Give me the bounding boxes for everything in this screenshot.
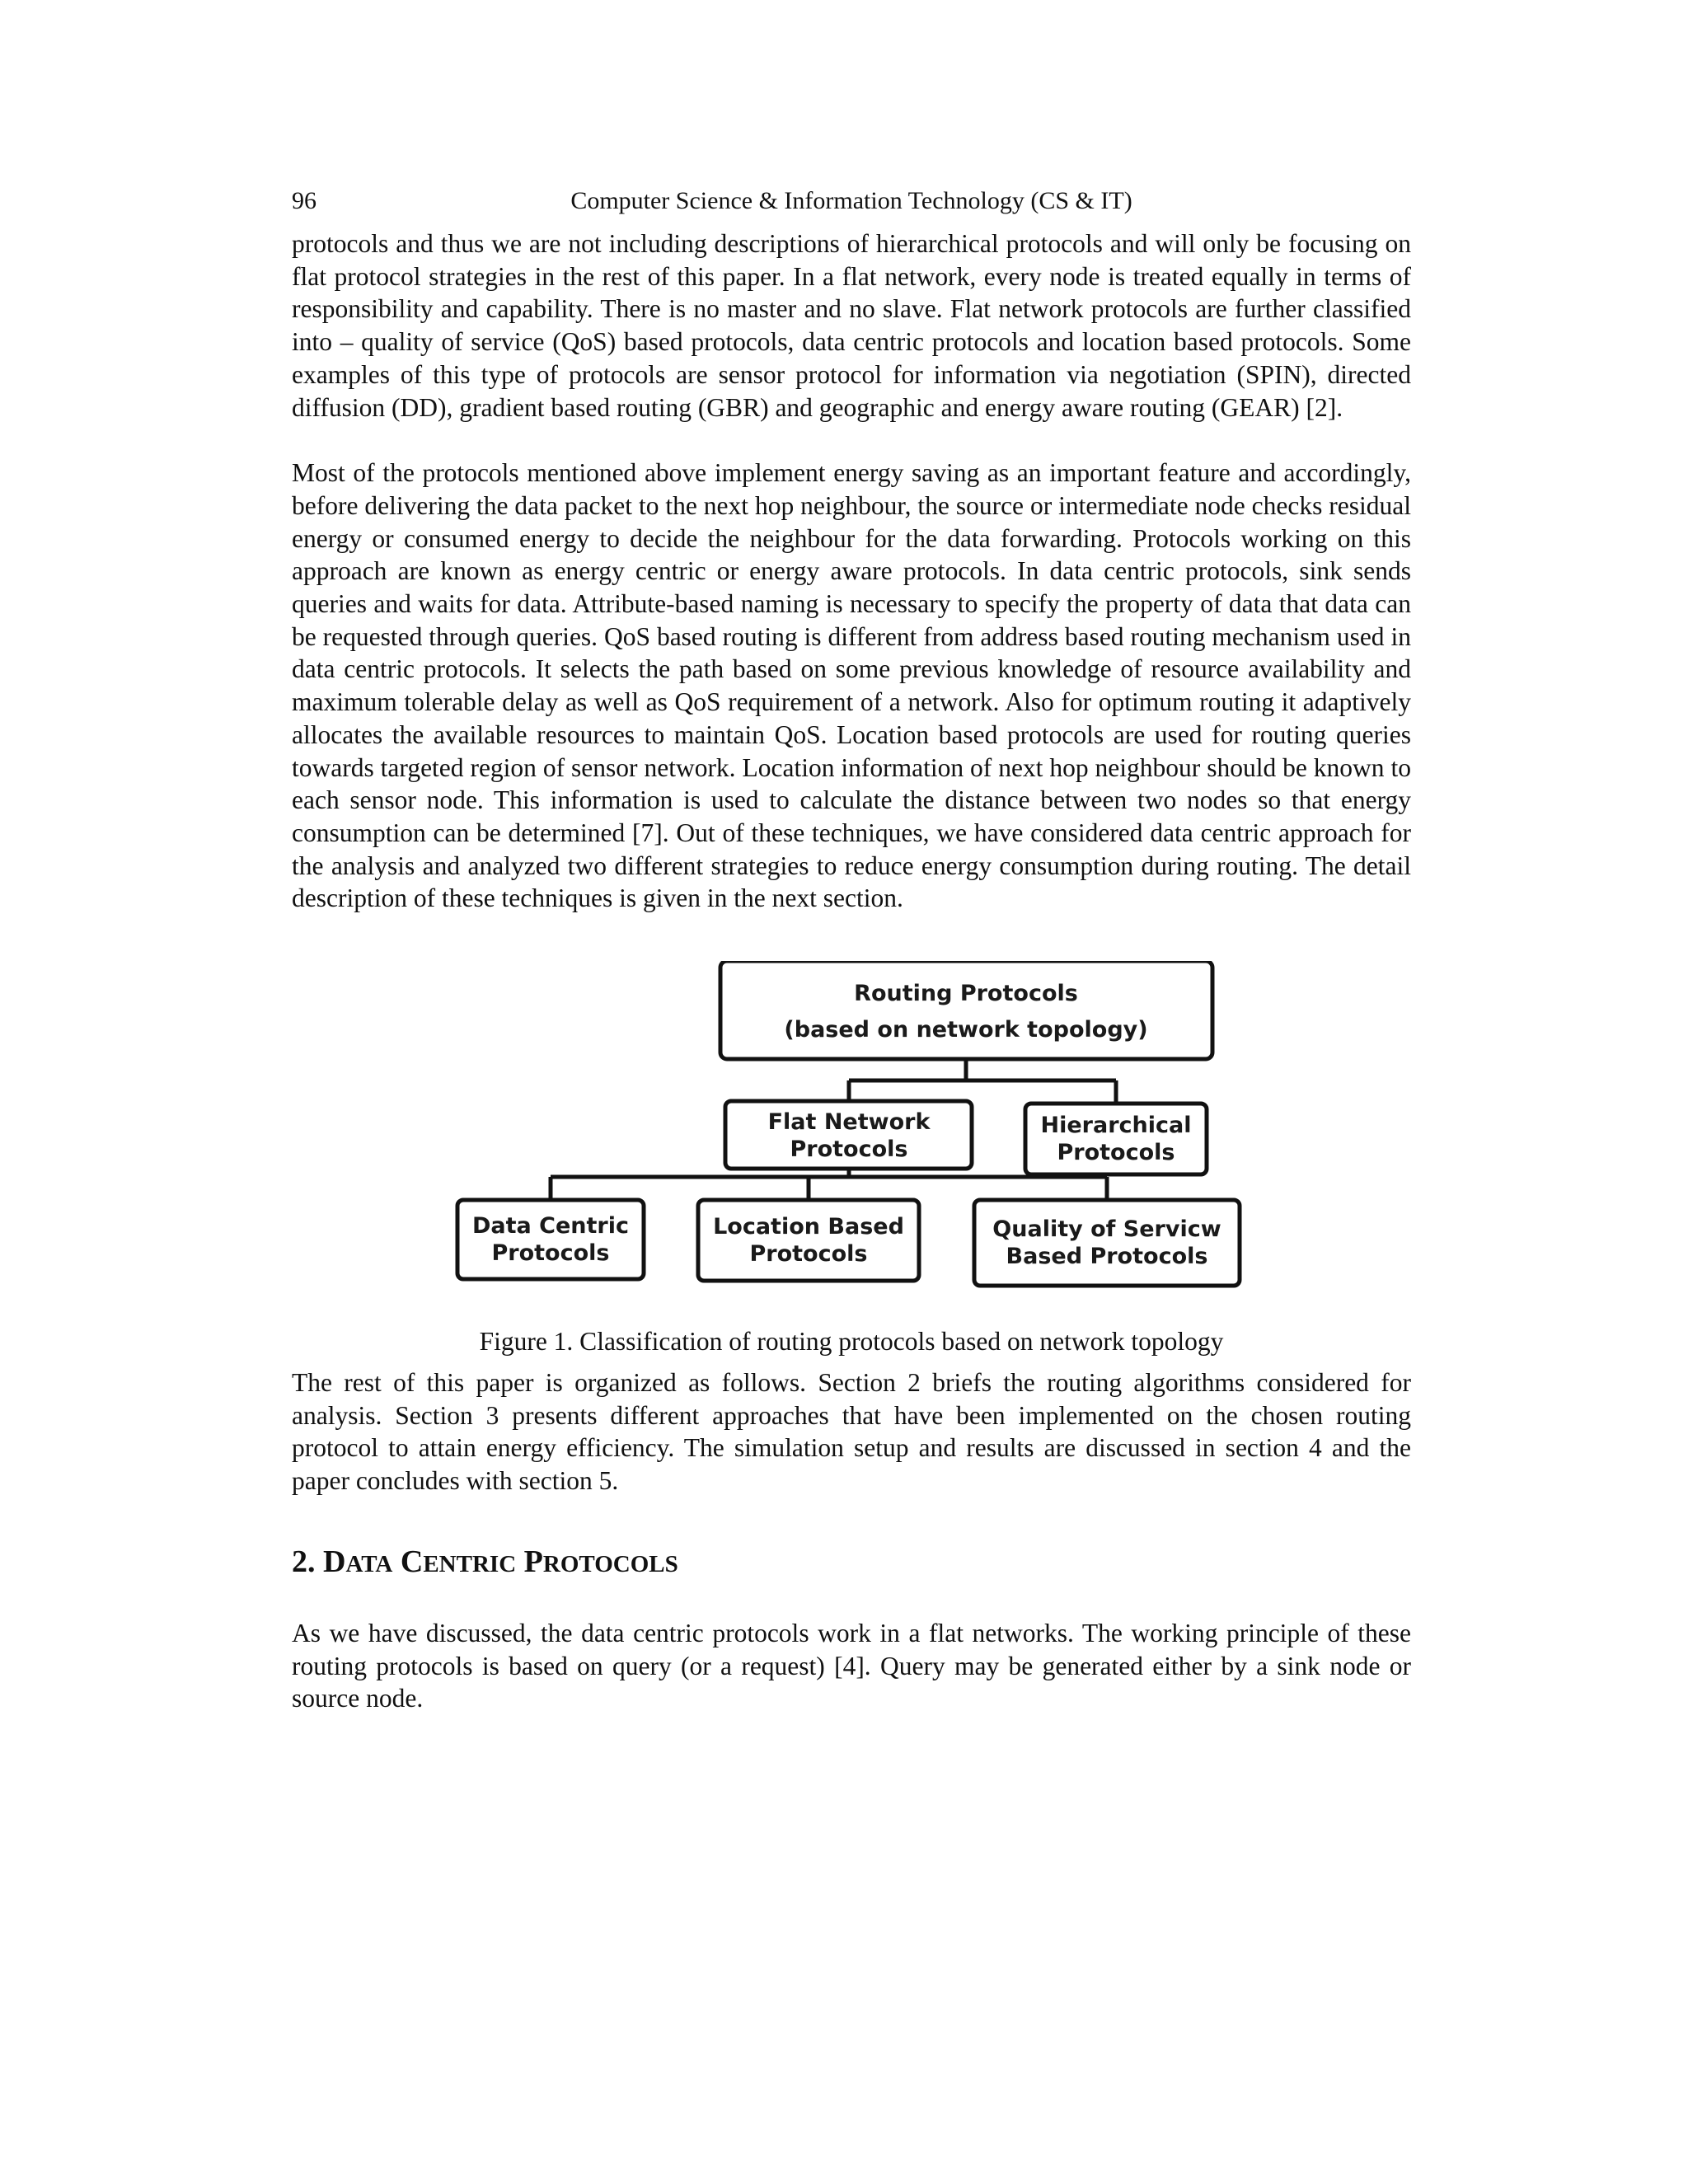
node-location-based-line1: Location Based bbox=[713, 1214, 904, 1240]
page bbox=[292, 185, 1411, 1715]
node-routing-protocols-box bbox=[720, 961, 1212, 1059]
node-location-based bbox=[698, 1200, 919, 1281]
figure-1 bbox=[292, 961, 1411, 1366]
section-heading bbox=[292, 1542, 1411, 1584]
node-location-based-box bbox=[698, 1200, 919, 1281]
node-routing-protocols-line1: Routing Protocols bbox=[854, 981, 1078, 1007]
node-routing-protocols-line2: (based on network topology) bbox=[784, 1017, 1148, 1043]
node-quality-of-service-line2: Based Protocols bbox=[1006, 1244, 1208, 1270]
node-hierarchical-line1: Hierarchical bbox=[1040, 1113, 1192, 1139]
node-flat-network bbox=[725, 1101, 972, 1169]
node-flat-network-line1: Flat Network bbox=[767, 1109, 931, 1136]
page-number: 96 bbox=[292, 187, 316, 214]
node-data-centric bbox=[457, 1200, 644, 1279]
paragraph-energy-aware: Most of the protocols mentioned above implement energy saving as an important feature and accordingly, before delivering the data packet to the next hop neighbour, the source or intermediate node checks residual energy or consumed energy to decide the neighbour for the data forwarding. Protocols working on this approach are known as energy centric or energy aware protocols. In data centric protocols, sink sends queries and waits for data. Attribute-based naming is necessary to specify the property of data that data can be requested through queries. QoS based routing is different from address based routing mechanism used in data centric protocols. It selects the path based on some previous knowledge of resource availability and maximum tolerable delay as well as QoS requirement of a network. Also for optimum routing it adaptively allocates the available resources to maintain QoS. Location based protocols are used for routing queries towards targeted region of sensor network. Location information of next hop neighbour should be known to each sensor node. This information is used to calculate the distance between two nodes so that energy consumption can be determined [7]. Out of these techniques, we have considered data centric approach for the analysis and analyzed two different strategies to reduce energy consumption during routing. The detail description of these techniques is given in the next section. bbox=[292, 458, 1411, 913]
routing-protocol-tree-diagram bbox=[292, 961, 1411, 1324]
section-title-rest-3: ROTOCOLS bbox=[542, 1550, 678, 1577]
node-location-based-line2: Protocols bbox=[749, 1241, 868, 1268]
node-data-centric-line2: Protocols bbox=[491, 1240, 610, 1267]
journal-title: Computer Science & Information Technology (CS & IT) bbox=[570, 187, 1132, 214]
section-title-initial-1: D bbox=[323, 1544, 346, 1579]
section-title-rest-2: ENTRIC bbox=[423, 1550, 517, 1577]
node-data-centric-line1: Data Centric bbox=[472, 1213, 629, 1240]
section-title-initial-2: C bbox=[400, 1544, 424, 1579]
section-title-rest-1: ATA bbox=[345, 1550, 393, 1577]
paragraph-organization: The rest of this paper is organized as follows. Section 2 briefs the routing algorithms considered for analysis. Section 3 presents different approaches that have been implemented on the chosen routing protocol to attain energy efficiency. The simulation setup and results are discussed in section 4 and the paper concludes with section 5. bbox=[292, 1368, 1411, 1496]
node-quality-of-service-line1: Quality of Servicw bbox=[992, 1216, 1221, 1243]
node-hierarchical bbox=[1025, 1104, 1207, 1174]
node-flat-network-line2: Protocols bbox=[790, 1137, 908, 1163]
node-quality-of-service bbox=[974, 1200, 1240, 1286]
section-number: 2. bbox=[292, 1544, 323, 1579]
node-hierarchical-line2: Protocols bbox=[1057, 1140, 1175, 1166]
running-header bbox=[292, 185, 1411, 218]
node-quality-of-service-box bbox=[974, 1200, 1240, 1286]
figure-caption: Figure 1. Classification of routing protocols based on network topology bbox=[479, 1327, 1224, 1357]
section-title-initial-3: P bbox=[523, 1544, 543, 1579]
node-data-centric-box bbox=[457, 1200, 644, 1279]
paragraph-flat-protocols: protocols and thus we are not including descriptions of hierarchical protocols and will only be focusing on flat protocol strategies in the rest of this paper. In a flat network, every node is treated equally in terms of responsibility and capability. There is no master and no slave. Flat network protocols are further classified into – quality of service (QoS) based protocols, data centric protocols and location based protocols. Some examples of this type of protocols are sensor protocol for information via negotiation (SPIN), directed diffusion (DD), gradient based routing (GBR) and geographic and energy aware routing (GEAR) [2]. bbox=[292, 229, 1411, 422]
paragraph-data-centric-intro: As we have discussed, the data centric protocols work in a flat networks. The working principle of these routing protocols is based on query (or a request) [4]. Query may be generated either by a sink node or source node. bbox=[292, 1618, 1411, 1713]
node-routing-protocols bbox=[720, 961, 1212, 1059]
